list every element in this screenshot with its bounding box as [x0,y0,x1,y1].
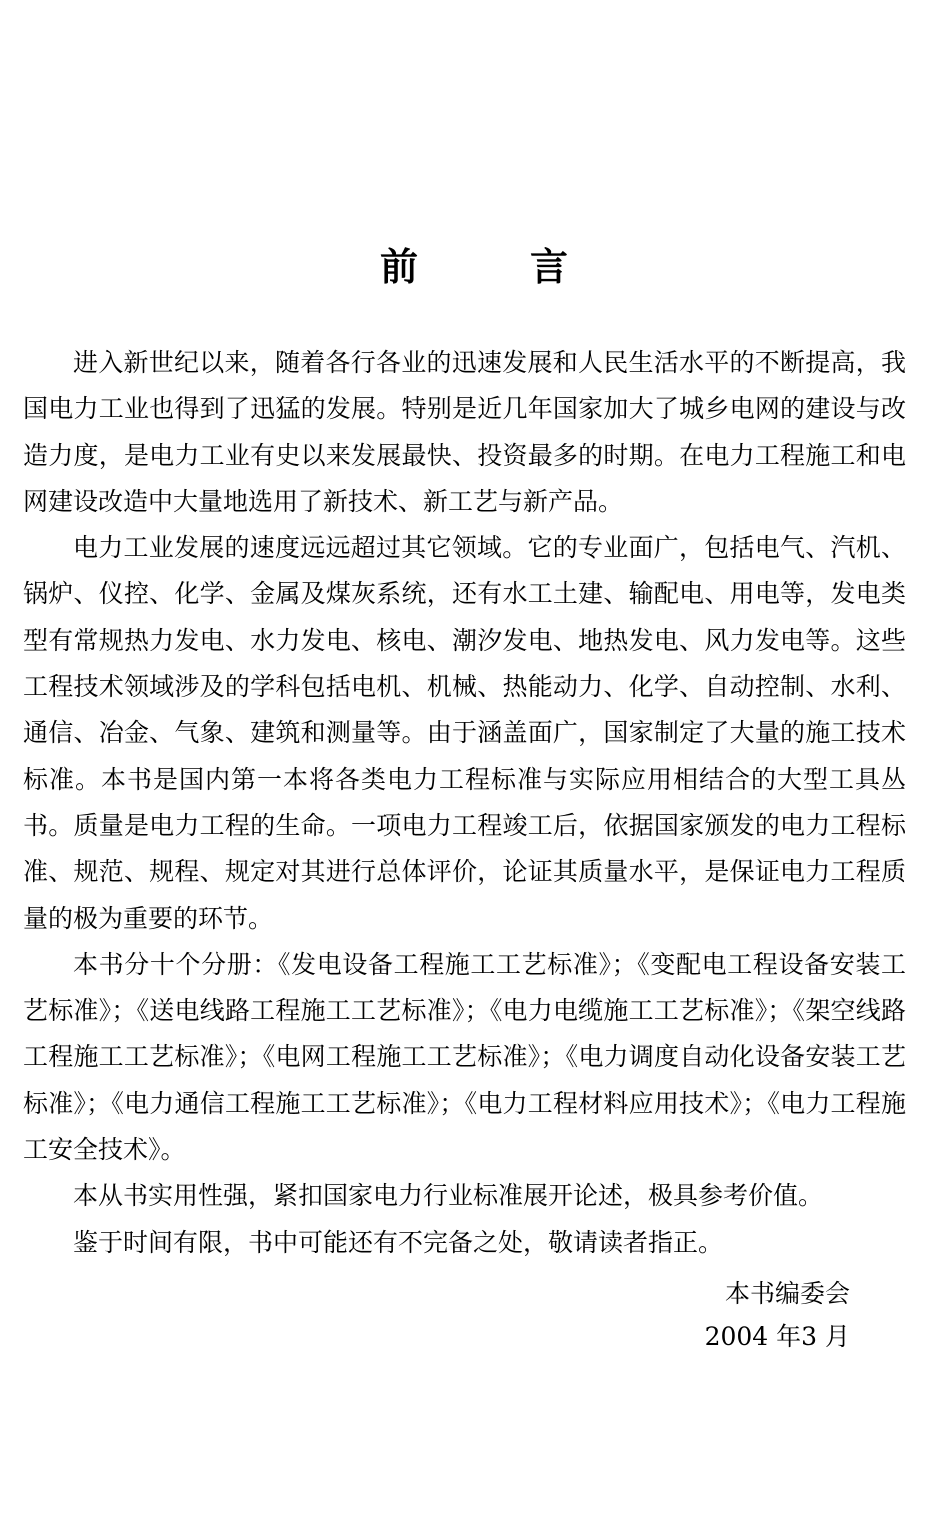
paragraph-3: 本书分十个分册：《发电设备工程施工工艺标准》；《变配电工程设备安装工艺标准》；《送电线路工程施工工艺标准》；《电力电缆施工工艺标准》；《架空线路工程施工工艺标准》；《电网工程施工工艺标准》；《电力调度自动化设备安装工艺标准》；《电力通信工程施工工艺标准》；《电力工程材料应用技术》；《电力工程施工安全技术》。 [23,949,906,1165]
title-char-left: 前 [379,244,420,290]
signature-block [705,1272,850,1358]
page-title [0,237,950,297]
signature-author: 本书编委会 [724,1279,850,1308]
signature-date: 2004 年3 月 [704,1322,850,1351]
preface-body [23,340,906,1266]
paragraph-4: 本从书实用性强，紧扣国家电力行业标准展开论述，极具参考价值。 [73,1181,824,1211]
paragraph-5: 鉴于时间有限，书中可能还有不完备之处，敬请读者指正。 [73,1227,724,1257]
paragraph-2: 电力工业发展的速度远远超过其它领域。它的专业面广，包括电气、汽机、锅炉、仪控、化学、金属及煤灰系统，还有水工土建、输配电、用电等，发电类型有常规热力发电、水力发电、核电、潮汐发电、地热发电、风力发电等。这些工程技术领域涉及的学科包括电机、机械、热能动力、化学、自动控制、水利、通信、冶金、气象、建筑和测量等。由于涵盖面广，国家制定了大量的施工技术标准。本书是国内第一本将各类电力工程标准与实际应用相结合的大型工具丛书。质量是电力工程的生命。一项电力工程竣工后，依据国家颁发的电力工程标准、规范、规程、规定对其进行总体评价，论证其质量水平，是保证电力工程质量的极为重要的环节。 [23,533,906,933]
title-char-right: 言 [530,244,571,290]
paragraph-1: 进入新世纪以来，随着各行各业的迅速发展和人民生活水平的不断提高，我国电力工业也得到了迅猛的发展。特别是近几年国家加大了城乡电网的建设与改造力度，是电力工业有史以来发展最快、投资最多的时期。在电力工程施工和电网建设改造中大量地选用了新技术、新工艺与新产品。 [23,348,906,516]
